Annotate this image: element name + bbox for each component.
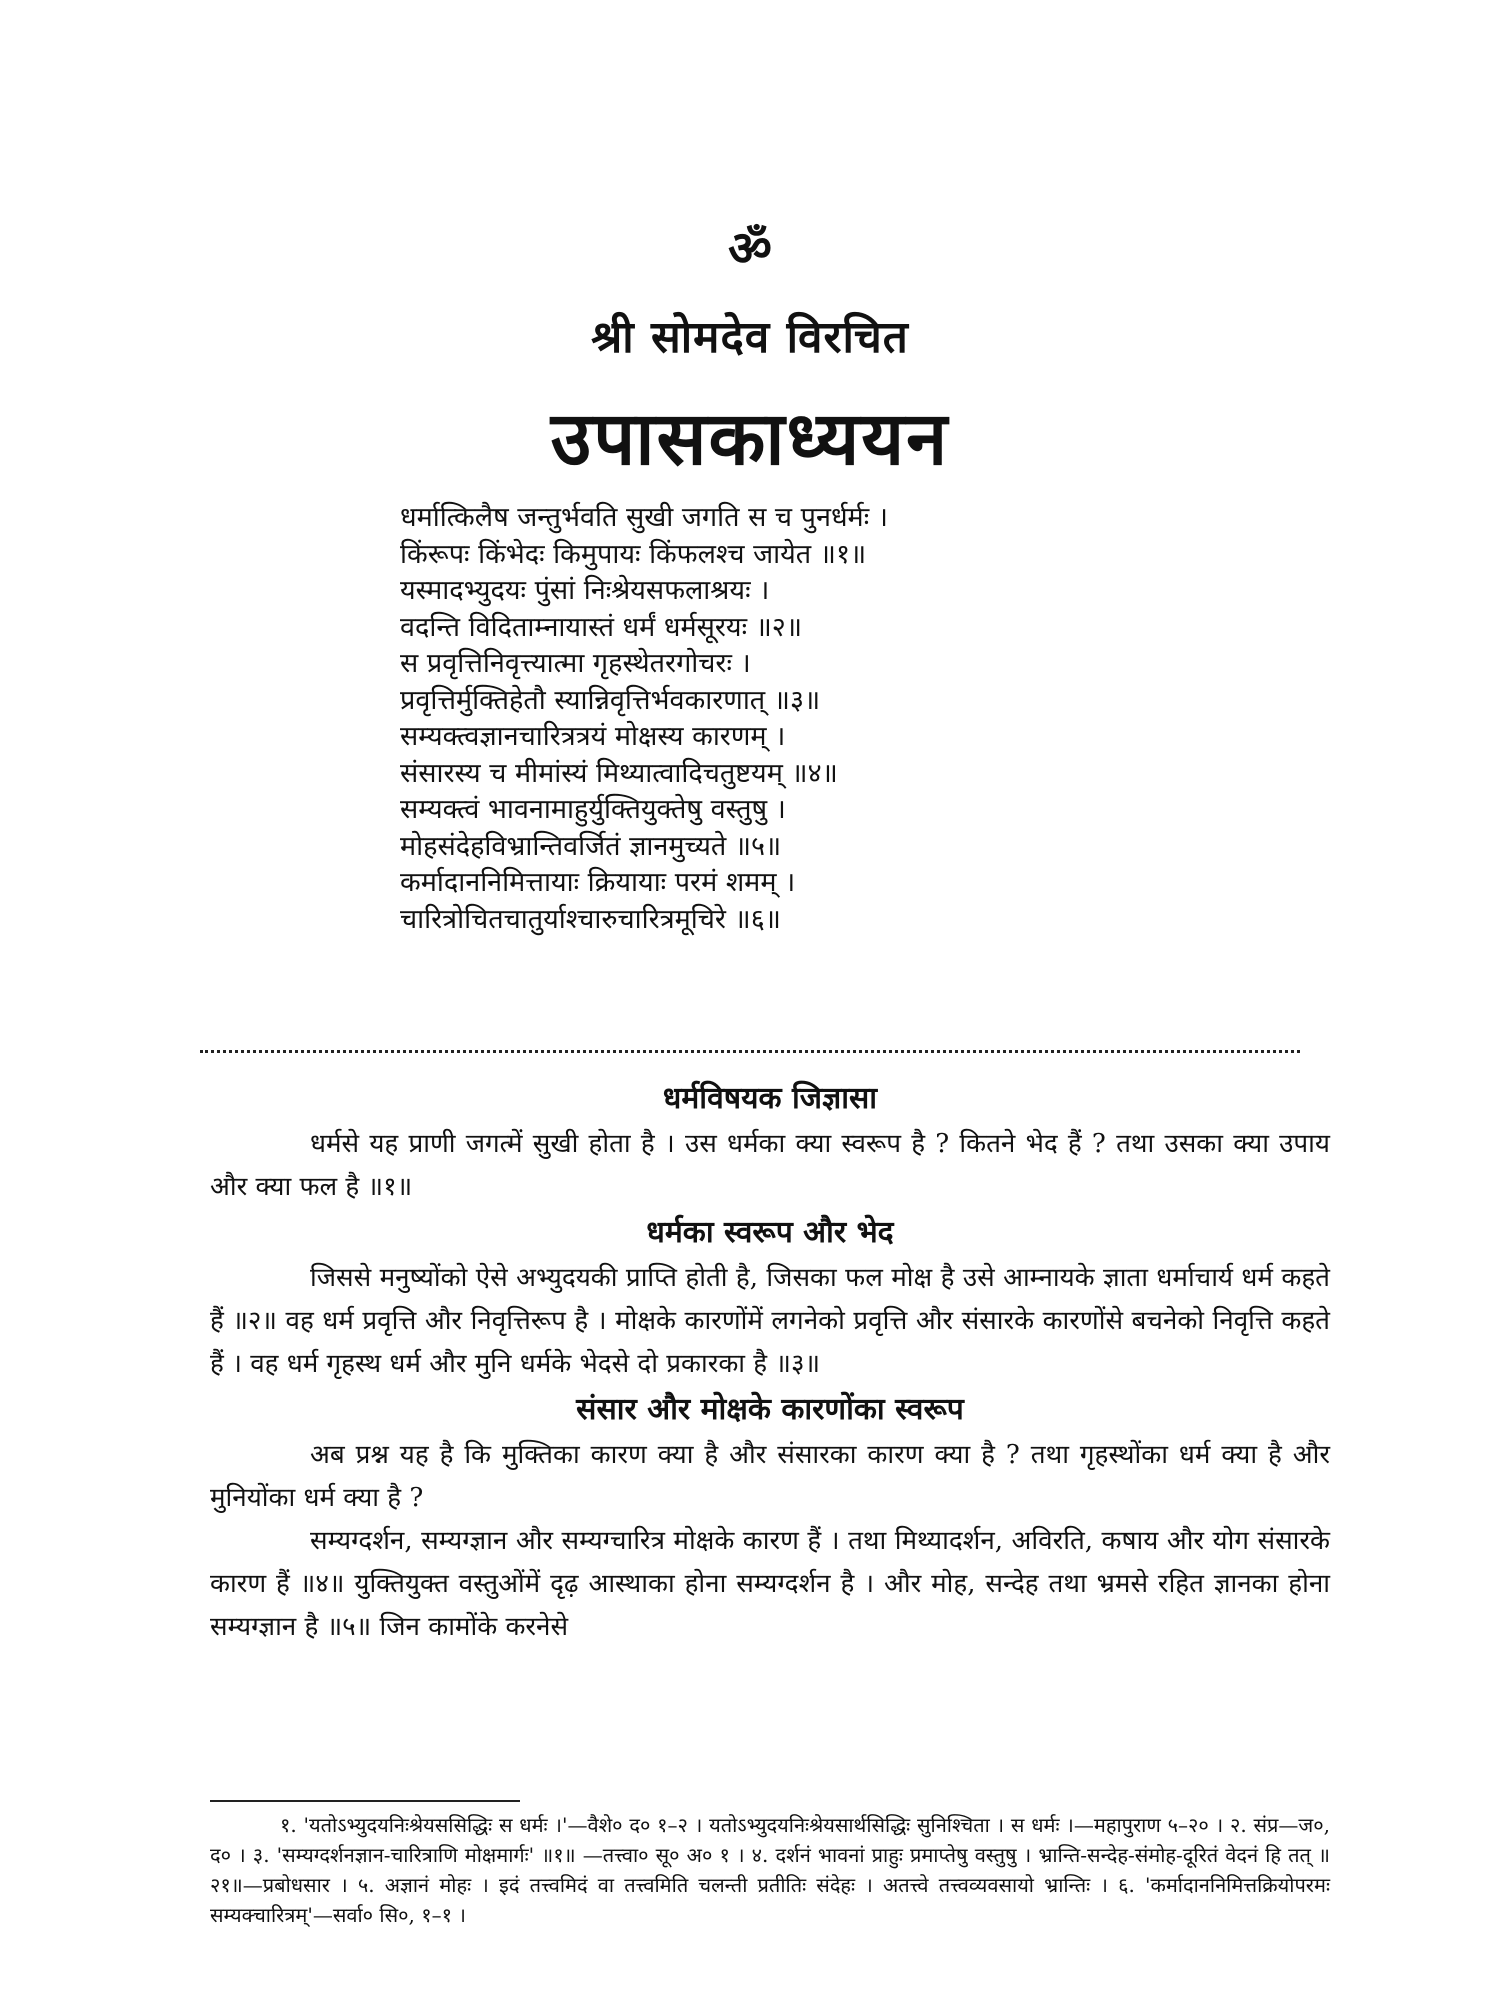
section-heading-dharma-nature: धर्मका स्वरूप और भेद [646,1215,894,1250]
verse-line: स प्रवृत्तिनिवृत्त्यात्मा गृहस्थेतरगोचरः । [400,648,751,679]
commentary-body [210,1075,1330,1649]
page-title: उपासकाध्ययन [550,396,950,482]
verse-line: सम्यक्त्वं भावनामाहुर्युक्तियुक्तेषु वस्तुषु । [400,794,786,825]
footnotes [210,1810,1330,1930]
section-heading-dharma-inquiry: धर्मविषयक जिज्ञासा [662,1081,878,1116]
verse-line: धर्मात्किलैष जन्तुर्भवति सुखी जगति स च पुनर्धर्मः । [400,502,888,533]
om-symbol: ॐ [728,221,772,277]
verse-line: वदन्ति विदिताम्नायास्तं धर्मं धर्मसूरयः ॥२॥ [400,611,803,643]
verse-line: यस्मादभ्युदयः पुंसां निःश्रेयसफलाश्रयः । [400,575,770,606]
verse-line: कर्मादाननिमित्तायाः क्रियायाः परमं शमम् । [400,867,796,898]
verse-line: प्रवृत्तिर्मुक्तिहेतौ स्यान्निवृत्तिर्भवकारणात् ॥३॥ [400,684,821,716]
footnote-divider [210,1800,520,1802]
verse-line: मोहसंदेहविभ्रान्तिवर्जितं ज्ञानमुच्यते ॥५॥ [400,830,782,862]
section-paragraph: धर्मसे यह प्राणी जगत्में सुखी होता है । उस धर्मका क्या स्वरूप है ? कितने भेद हैं ? तथा उसका क्या उपाय और क्या फल है ॥१॥ [210,1129,1330,1202]
verse-line: सम्यक्त्वज्ञानचारित्रत्रयं मोक्षस्य कारणम् । [400,721,786,752]
footnote-text: १. 'यतोऽभ्युदयनिःश्रेयससिद्धिः स धर्मः ।'—वैशे० द० १–२ । यतोऽभ्युदयनिःश्रेयसार्थसिद्धिः सुनिश्चिता । स धर्मः ।—महापुराण ५–२० । २. संप्र—ज०, द० । ३. 'सम्यग्दर्शनज्ञान-चारित्राणि मोक्षमार्गः' ॥१॥ —तत्त्वा० सू० अ० १ । ४. दर्शनं भावनां प्राहुः प्रमाप्तेषु वस्तुषु । भ्रान्ति-सन्देह-संमोह-दूरितं वेदनं हि तत् ॥२१॥—प्रबोधसार । ५. अज्ञानं मोहः । इदं तत्त्वमिदं वा तत्त्वमिति चलन्ती प्रतीतिः संदेहः । अतत्त्वे तत्त्वव्यवसायो भ्रान्तिः । ६. 'कर्मादाननिमित्तक्रियोपरमः सम्यक्चारित्रम्'—सर्वा० सि०, १–१ । [210,1813,1330,1927]
section-paragraph: जिससे मनुष्योंको ऐसे अभ्युदयकी प्राप्ति होती है, जिसका फल मोक्ष है उसे आम्नायके ज्ञाता धर्माचार्य धर्म कहते हैं ॥२॥ वह धर्म प्रवृत्ति और निवृत्तिरूप है । मोक्षके कारणोंमें लगनेको प्रवृत्ति और संसारके कारणोंसे बचनेको निवृत्ति कहते हैं । वह धर्म गृहस्थ धर्म और मुनि धर्मके भेदसे दो प्रकारका है ॥३॥ [210,1263,1330,1379]
verse-line: किंरूपः किंभेदः किमुपायः किंफलश्च जायेत ॥१॥ [400,538,867,570]
author-line: श्री सोमदेव विरचित [591,312,909,363]
verse-divider [200,1050,1300,1053]
verse-line: संसारस्य च मीमांस्यं मिथ्यात्वादिचतुष्टयम् ॥४॥ [400,757,838,789]
section-paragraph: सम्यग्दर्शन, सम्यग्ज्ञान और सम्यग्चारित्र मोक्षके कारण हैं । तथा मिथ्यादर्शन, अविरति, कषाय और योग संसारके कारण हैं ॥४॥ युक्तियुक्त वस्तुओंमें दृढ़ आस्थाका होना सम्यग्दर्शन है । और मोह, सन्देह तथा भ्रमसे रहित ज्ञानका होना सम्यग्ज्ञान है ॥५॥ जिन कामोंके करनेसे [210,1526,1330,1642]
section-paragraph: अब प्रश्न यह है कि मुक्तिका कारण क्या है और संसारका कारण क्या है ? तथा गृहस्थोंका धर्म क्या है और मुनियोंका धर्म क्या है ? [210,1440,1330,1513]
section-heading-causes: संसार और मोक्षके कारणोंका स्वरूप [576,1392,964,1427]
sanskrit-verses [400,500,1100,938]
verse-line: चारित्रोचितचातुर्याश्चारुचारित्रमूचिरे ॥६॥ [400,903,781,935]
